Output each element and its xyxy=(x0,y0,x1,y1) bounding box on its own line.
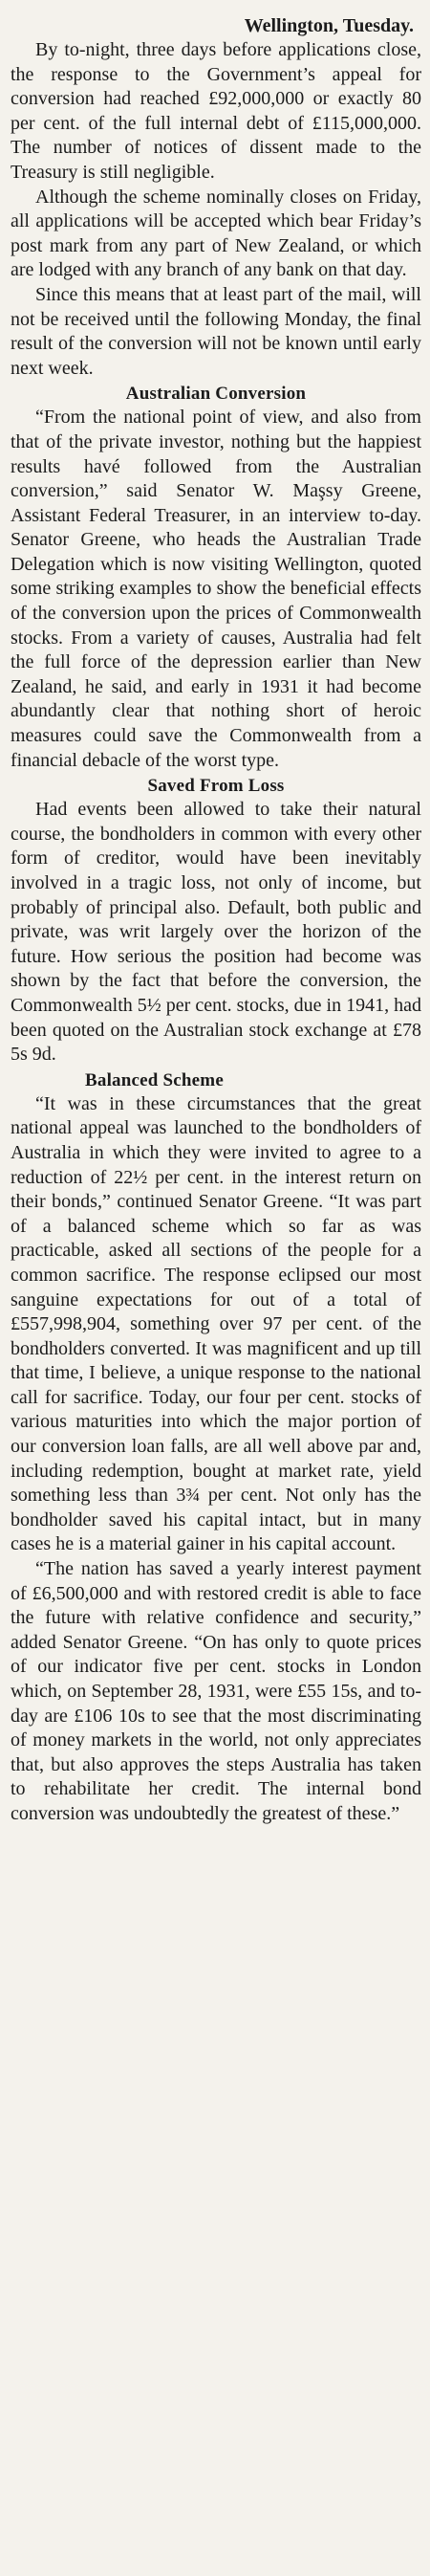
dateline: Wellington, Tuesday. xyxy=(244,15,414,36)
subheading-saved-from-loss: Saved From Loss xyxy=(147,776,285,797)
paragraph-intro-3: Since this means that at least part of the mail, will not be received until the following Monday, the final result of the conversion will not be known until early next week. xyxy=(11,283,421,379)
subheading-australian-conversion: Australian Conversion xyxy=(125,384,307,405)
paragraph-balanced-scheme-2: “The nation has saved a yearly interest payment of £6,500,000 and with restored credit is able to face the future with relative confidence and security,” added Senator Greene. “On has only to quote prices of our indicator five per cent. stocks in London which, on September 28, 1931, were £55 15s, and to-day are £106 10s to see that the most discriminating of money markets in the world, not only appreciates that, but also approves the steps Australia has taken to rehabilitate her credit. The internal bond conversion was undoubtedly the greatest of these.” xyxy=(11,1558,421,1824)
subheading-balanced-scheme: Balanced Scheme xyxy=(85,1069,224,1090)
paragraph-saved-from-loss: Had events been allowed to take their natural course, the bondholders in common with every other form of creditor, would have been inevitably involved in a tragic loss, not only of income, but probably of principal also. Default, both public and private, was writ largely over the horizon of the future. How serious the position had become was shown by the fact that before the conversion, the Commonwealth 5½ per cent. stocks, due in 1941, had been quoted on the Australian stock exchange at £78 5s 9d. xyxy=(11,799,421,1066)
paragraph-intro-2: Although the scheme nominally closes on Friday, all applications will be accepted which bear Friday’s post mark from any part of New Zealand, or which are lodged with any branch of any bank on that day. xyxy=(11,186,421,281)
paragraph-balanced-scheme-1: “It was in these circumstances that the great national appeal was launched to the bondholders of Australia in which they were invited to agree to a reduction of 22½ per cent. in the interest return on their bonds,” continued Senator Greene. “It was part of a balanced scheme which so far as was practicable, asked all sections of the people for a common sacrifice. The response eclipsed our most sanguine expectations for out of a total of £557,998,904, something over 97 per cent. of the bondholders converted. It was magnificent and up till that time, I believe, a unique response to the national call for sacrifice. Today, our four per cent. stocks of various maturities into which the major portion of our conversion loan falls, are all well above par and, including redemption, bought at market rate, yield something less than 3¾ per cent. Not only has the bondholder saved his capital intact, but in many cases he is a material gainer in his capital account. xyxy=(11,1092,421,1555)
paragraph-intro-1: By to-night, three days before applications close, the response to the Government’s appeal for conversion had reached £92,000,000 or exactly 80 per cent. of the full internal debt of £115,000,000. The number of notices of dissent made to the Treasury is still negligible. xyxy=(11,39,421,183)
paragraph-australian-conversion: “From the national point of view, and also from that of the private investor, nothing but the happiest results havé followed from the Australian conversion,” said Senator W. Maşsy Greene, Assistant Federal Treasurer, in an interview to-day. Senator Greene, who heads the Australian Trade Delegation which is now visiting Wellington, quoted some striking examples to show the beneficial effects of the conversion upon the prices of Commonwealth stocks. From a variety of causes, Australia had felt the full force of the depression earlier than New Zealand, he said, and early in 1931 it had become abundantly clear that nothing short of heroic measures could save the Commonwealth from a financial debacle of the worst type. xyxy=(11,407,421,771)
